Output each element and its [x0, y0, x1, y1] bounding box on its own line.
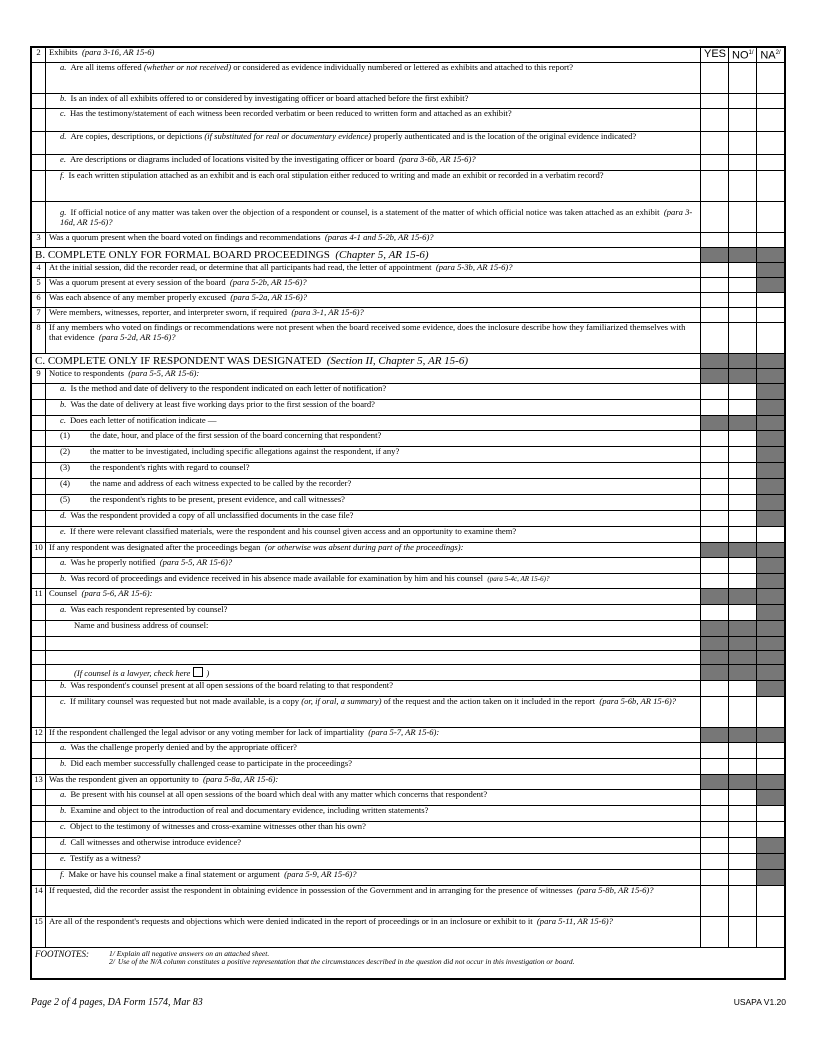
checklist-form: [30, 46, 786, 980]
item-number: 9: [32, 369, 46, 384]
no-checkbox[interactable]: [729, 431, 757, 447]
yes-checkbox[interactable]: [701, 155, 729, 171]
page-footer: Page 2 of 4 pages, DA Form 1574, Mar 83: [31, 997, 203, 1008]
yes-checkbox[interactable]: [701, 822, 729, 838]
item-text: Are all of the respondent's requests and objections which were denied indicated in the report of proceedings or in an inclosure or exhibit to it (para 5-11, AR 15-6)?: [46, 917, 701, 948]
yes-checkbox[interactable]: [701, 400, 729, 416]
yes-checkbox[interactable]: [701, 384, 729, 400]
no-checkbox[interactable]: [729, 308, 757, 323]
item-text: d. Call witnesses and otherwise introduce evidence?: [46, 838, 701, 854]
na-checkbox[interactable]: [757, 323, 785, 354]
yes-checkbox[interactable]: [701, 447, 729, 463]
no-checkbox[interactable]: [729, 233, 757, 248]
na-header: $NA^{2/}$: [757, 48, 785, 63]
footnotes-label: FOOTNOTES:: [35, 949, 90, 959]
checklist-table: [31, 47, 785, 979]
yes-checkbox[interactable]: [701, 870, 729, 886]
no-checkbox[interactable]: [729, 681, 757, 697]
yes-checkbox[interactable]: [701, 681, 729, 697]
no-checkbox[interactable]: [729, 155, 757, 171]
item-text: d. Are copies, descriptions, or depictions (if substituted for real or documentary evidence) properly authenticated and is the location of the original evidence indicated?: [46, 132, 701, 155]
section-c-heading: C. COMPLETE ONLY IF RESPONDENT WAS DESIGNATED (Section II, Chapter 5, AR 15-6): [32, 354, 701, 369]
item-text: b. Was respondent's counsel present at all open sessions of the board relating to that respondent?: [46, 681, 701, 697]
no-checkbox[interactable]: [729, 384, 757, 400]
yes-checkbox[interactable]: [701, 790, 729, 806]
item-text: b. Was record of proceedings and evidence received in his absence made available for examination by him and his counsel (para 5-4c, AR 15-6)?: [46, 574, 701, 589]
yes-checkbox[interactable]: [701, 278, 729, 293]
no-checkbox[interactable]: [729, 447, 757, 463]
yes-checkbox[interactable]: [701, 743, 729, 759]
item-text: Exhibits (para 3-16, AR 15-6): [46, 48, 701, 63]
counsel-address-field[interactable]: [46, 651, 701, 665]
yes-checkbox[interactable]: [701, 886, 729, 917]
no-checkbox[interactable]: [729, 743, 757, 759]
yes-checkbox[interactable]: [701, 94, 729, 109]
no-checkbox[interactable]: [729, 479, 757, 495]
yes-checkbox[interactable]: [701, 511, 729, 527]
no-checkbox[interactable]: [729, 132, 757, 155]
item-text: f. Make or have his counsel make a final statement or argument (para 5-9, AR 15-6)?: [46, 870, 701, 886]
item-text: At the initial session, did the recorder read, or determine that all participants had read, the letter of appointment (para 5-3b, AR 15-6)?: [46, 263, 701, 278]
yes-checkbox[interactable]: [701, 479, 729, 495]
item-number: 5: [32, 278, 46, 293]
na-checkbox[interactable]: [757, 63, 785, 94]
item-text: a. Are all items offered (whether or not received) or considered as evidence individually numbered or lettered as exhibits and attached to this report?: [46, 63, 701, 94]
yes-checkbox[interactable]: [701, 109, 729, 132]
item-text: a. Be present with his counsel at all open sessions of the board which deal with any matter which concerns that respondent?: [46, 790, 701, 806]
item-number: 10: [32, 543, 46, 558]
na-checkbox[interactable]: [757, 743, 785, 759]
yes-checkbox[interactable]: [701, 431, 729, 447]
footnote-1: Explain all negative answers on an attached sheet.: [116, 949, 270, 958]
item-text: c. Does each letter of notification indicate —: [46, 416, 701, 431]
footnote-2: Use of the N/A column constitutes a positive representation that the circumstances described in the question did not occur in this investigation or board.: [117, 957, 575, 966]
counsel-name-field[interactable]: [46, 637, 701, 651]
lawyer-checkbox[interactable]: [193, 667, 203, 677]
no-checkbox[interactable]: [729, 790, 757, 806]
sub-item-text: (2) the matter to be investigated, including specific allegations against the respondent, if any?: [46, 447, 701, 463]
no-checkbox[interactable]: [729, 574, 757, 589]
item-text: e. Testify as a witness?: [46, 854, 701, 870]
item-number: 12: [32, 728, 46, 743]
item-text: a. Is the method and date of delivery to the respondent indicated on each letter of notification?: [46, 384, 701, 400]
item-text: If any members who voted on findings or recommendations were not present when the board received some evidence, does the inclosure describe how they familiarized themselves with that evidence (para 5-2d, AR 15-6)?: [46, 323, 701, 354]
yes-checkbox[interactable]: [701, 63, 729, 94]
yes-checkbox[interactable]: [701, 605, 729, 621]
sub-item-text: (3) the respondent's rights with regard to counsel?: [46, 463, 701, 479]
item-text: f. Is each written stipulation attached as an exhibit and is each oral stipulation either reduced to writing and made an exhibit or recorded in a verbatim record?: [46, 171, 701, 202]
item-text: Was a quorum present when the board voted on findings and recommendations (paras 4-1 and 5-2b, AR 15-6)?: [46, 233, 701, 248]
item-text: c. If military counsel was requested but not made available, is a copy (or, if oral, a summary) of the request and the action taken on it included in the report (para 5-6b, AR 15-6)?: [46, 697, 701, 728]
no-checkbox[interactable]: [729, 109, 757, 132]
item-text: Counsel (para 5-6, AR 15-6):: [46, 589, 701, 605]
item-text: d. Was the respondent provided a copy of all unclassified documents in the case file?: [46, 511, 701, 527]
no-checkbox[interactable]: [729, 171, 757, 202]
sub-item-text: (5) the respondent's rights to be present, present evidence, and call witnesses?: [46, 495, 701, 511]
na-checkbox[interactable]: [757, 109, 785, 132]
na-checkbox[interactable]: [757, 293, 785, 308]
item-text: Notice to respondents (para 5-5, AR 15-6):: [46, 369, 701, 384]
item-text: Was the respondent given an opportunity to (para 5-8a, AR 15-6):: [46, 775, 701, 790]
item-number: 3: [32, 233, 46, 248]
na-checkbox[interactable]: [757, 94, 785, 109]
section-b-heading: B. COMPLETE ONLY FOR FORMAL BOARD PROCEEDINGS (Chapter 5, AR 15-6): [32, 248, 701, 263]
no-checkbox[interactable]: [729, 527, 757, 543]
item-text: c. Has the testimony/statement of each witness been recorded verbatim or been reduced to written form and attached as an exhibit?: [46, 109, 701, 132]
item-number: 4: [32, 263, 46, 278]
yes-checkbox[interactable]: [701, 132, 729, 155]
no-checkbox[interactable]: [729, 94, 757, 109]
na-checkbox[interactable]: [757, 822, 785, 838]
item-text: Were members, witnesses, reporter, and interpreter sworn, if required (para 3-1, AR 15-6)?: [46, 308, 701, 323]
footnotes: FOOTNOTES: 1/ Explain all negative answers on an attached sheet. 2/ Use of the N/A column constitutes a positive representation that the circumstances described in the question did not occur in this investigation or board.: [32, 948, 785, 979]
yes-checkbox[interactable]: [701, 463, 729, 479]
yes-checkbox[interactable]: [701, 806, 729, 822]
yes-checkbox[interactable]: [701, 558, 729, 574]
sub-item-text: (4) the name and address of each witness expected to be called by the recorder?: [46, 479, 701, 495]
item-text: b. Is an index of all exhibits offered to or considered by investigating officer or board attached before the first exhibit?: [46, 94, 701, 109]
na-checkbox[interactable]: [757, 171, 785, 202]
no-checkbox[interactable]: [729, 870, 757, 886]
item-number: 13: [32, 775, 46, 790]
na-checkbox[interactable]: [757, 917, 785, 948]
yes-checkbox[interactable]: [701, 917, 729, 948]
yes-checkbox[interactable]: [701, 293, 729, 308]
na-checkbox[interactable]: [757, 697, 785, 728]
na-checkbox[interactable]: [757, 233, 785, 248]
no-checkbox[interactable]: [729, 202, 757, 233]
counsel-name-label: Name and business address of counsel:: [46, 621, 701, 637]
yes-header: YES: [701, 48, 729, 63]
na-checkbox[interactable]: [757, 527, 785, 543]
no-checkbox[interactable]: [729, 917, 757, 948]
yes-checkbox[interactable]: [701, 171, 729, 202]
no-checkbox[interactable]: [729, 759, 757, 775]
no-header: $NO^{1/}$: [729, 48, 757, 63]
item-number: 14: [32, 886, 46, 917]
no-checkbox[interactable]: [729, 400, 757, 416]
item-text: If any respondent was designated after the proceedings began (or otherwise was absent during part of the proceedings):: [46, 543, 701, 558]
yes-checkbox[interactable]: [701, 527, 729, 543]
na-checkbox[interactable]: [757, 202, 785, 233]
item-text: If requested, did the recorder assist the respondent in obtaining evidence in possession of the Government and in arranging for the presence of witnesses (para 5-8b, AR 15-6)?: [46, 886, 701, 917]
no-checkbox[interactable]: [729, 854, 757, 870]
yes-checkbox[interactable]: [701, 838, 729, 854]
item-text: e. If there were relevant classified materials, were the respondent and his counsel given access and an opportunity to examine them?: [46, 527, 701, 543]
item-text: b. Examine and object to the introduction of real and documentary evidence, including written statements?: [46, 806, 701, 822]
na-checkbox[interactable]: [757, 308, 785, 323]
item-text: If the respondent challenged the legal advisor or any voting member for lack of impartiality (para 5-7, AR 15-6):: [46, 728, 701, 743]
item-text: a. Was he properly notified (para 5-5, AR 15-6)?: [46, 558, 701, 574]
na-checkbox[interactable]: [757, 806, 785, 822]
item-text: e. Are descriptions or diagrams included of locations visited by the investigating officer or board (para 3-6b, AR 15-6)?: [46, 155, 701, 171]
no-checkbox[interactable]: [729, 63, 757, 94]
item-text: Was a quorum present at every session of the board (para 5-2b, AR 15-6)?: [46, 278, 701, 293]
item-text: b. Was the date of delivery at least five working days prior to the first session of the board?: [46, 400, 701, 416]
yes-checkbox[interactable]: [701, 697, 729, 728]
item-text: b. Did each member successfully challenged cease to participate in the proceedings?: [46, 759, 701, 775]
item-number: 2: [32, 48, 46, 63]
item-number: 6: [32, 293, 46, 308]
yes-checkbox[interactable]: [701, 202, 729, 233]
no-checkbox[interactable]: [729, 293, 757, 308]
item-number: 8: [32, 323, 46, 354]
item-number: 7: [32, 308, 46, 323]
no-checkbox[interactable]: [729, 323, 757, 354]
yes-checkbox[interactable]: [701, 323, 729, 354]
na-checkbox[interactable]: [757, 155, 785, 171]
yes-checkbox[interactable]: [701, 263, 729, 278]
item-text: g. If official notice of any matter was taken over the objection of a respondent or counsel, is a statement of the matter of which official notice was taken attached as an exhibit (para 3-16d, AR 15-6)?: [46, 202, 701, 233]
version-label: USAPA V1.20: [733, 997, 786, 1007]
no-checkbox[interactable]: [729, 463, 757, 479]
yes-checkbox[interactable]: [701, 233, 729, 248]
na-checkbox[interactable]: [757, 759, 785, 775]
yes-checkbox[interactable]: [701, 495, 729, 511]
no-checkbox[interactable]: [729, 558, 757, 574]
yes-checkbox[interactable]: [701, 308, 729, 323]
item-text: a. Was each respondent represented by counsel?: [46, 605, 701, 621]
no-checkbox[interactable]: [729, 886, 757, 917]
no-checkbox[interactable]: [729, 263, 757, 278]
na-checkbox[interactable]: [757, 886, 785, 917]
no-checkbox[interactable]: [729, 697, 757, 728]
item-number: 15: [32, 917, 46, 948]
no-checkbox[interactable]: [729, 495, 757, 511]
no-checkbox[interactable]: [729, 806, 757, 822]
item-number: 11: [32, 589, 46, 605]
yes-checkbox[interactable]: [701, 574, 729, 589]
item-text: Was each absence of any member properly excused (para 5-2a, AR 15-6)?: [46, 293, 701, 308]
item-text: a. Was the challenge properly denied and by the appropriate officer?: [46, 743, 701, 759]
no-checkbox[interactable]: [729, 511, 757, 527]
no-checkbox[interactable]: [729, 278, 757, 293]
no-checkbox[interactable]: [729, 822, 757, 838]
no-checkbox[interactable]: [729, 605, 757, 621]
yes-checkbox[interactable]: [701, 854, 729, 870]
na-checkbox[interactable]: [757, 132, 785, 155]
yes-checkbox[interactable]: [701, 759, 729, 775]
lawyer-check-line: (If counsel is a lawyer, check here ): [46, 665, 701, 681]
item-text: c. Object to the testimony of witnesses and cross-examine witnesses other than his own?: [46, 822, 701, 838]
no-checkbox[interactable]: [729, 838, 757, 854]
sub-item-text: (1) the date, hour, and place of the first session of the board concerning that respondent?: [46, 431, 701, 447]
